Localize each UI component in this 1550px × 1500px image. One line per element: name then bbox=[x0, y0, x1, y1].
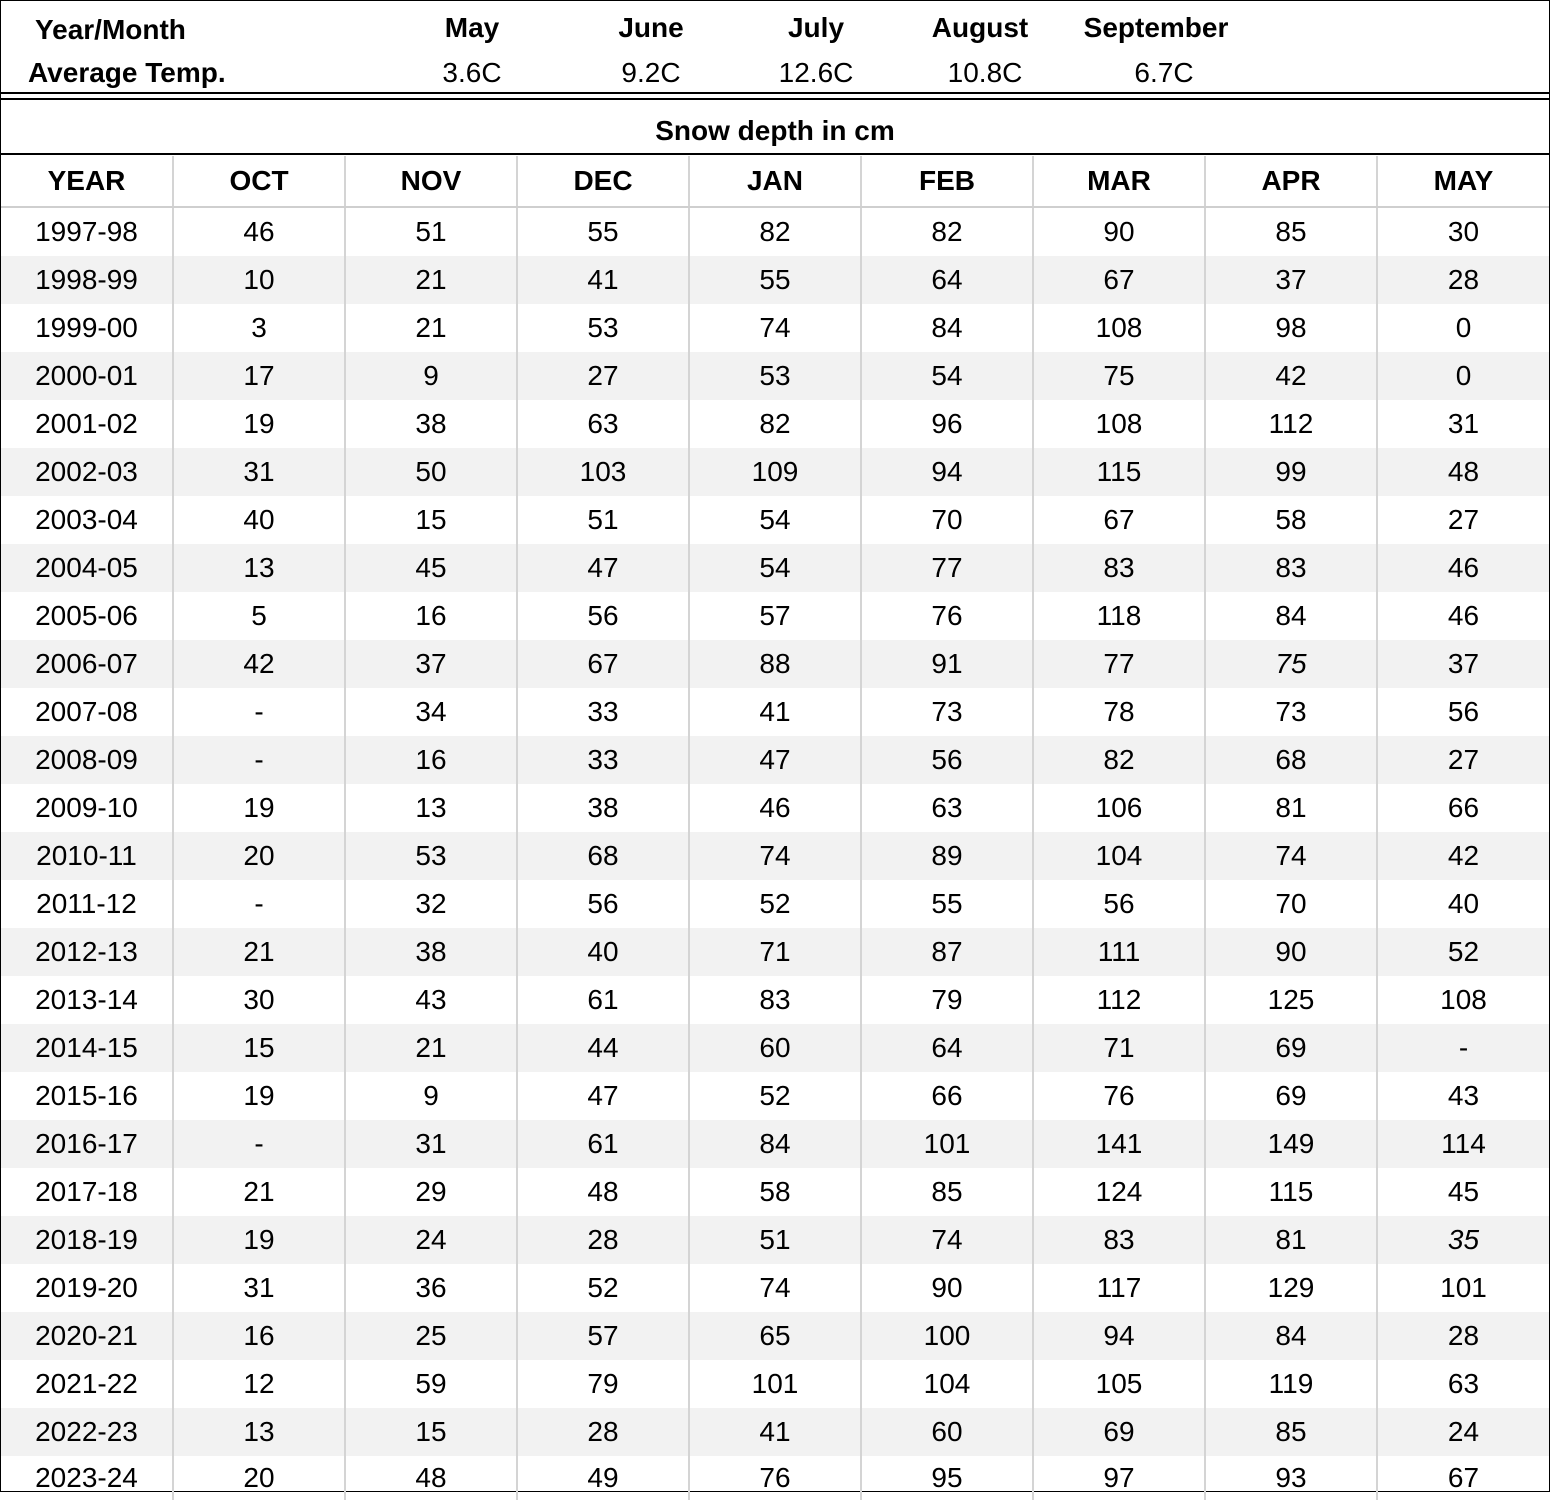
snow-depth-cell: 9 bbox=[345, 1072, 517, 1120]
snow-depth-cell: 90 bbox=[1033, 207, 1205, 256]
snow-depth-cell: 52 bbox=[517, 1264, 689, 1312]
snow-depth-cell: 79 bbox=[517, 1360, 689, 1408]
average-temp-label: Average Temp. bbox=[28, 57, 226, 88]
snow-depth-cell: 125 bbox=[1205, 976, 1377, 1024]
average-temperature-block bbox=[1, 1, 1549, 93]
snow-depth-cell: 111 bbox=[1033, 928, 1205, 976]
column-header-mar: MAR bbox=[1033, 156, 1205, 207]
season-cell: 1998-99 bbox=[1, 256, 173, 304]
snow-depth-cell: 115 bbox=[1205, 1168, 1377, 1216]
snow-depth-cell: - bbox=[1377, 1024, 1549, 1072]
temp-value-september: 6.7C bbox=[1134, 57, 1194, 88]
snow-depth-cell: 64 bbox=[861, 256, 1033, 304]
snow-depth-cell: 74 bbox=[689, 832, 861, 880]
snow-depth-cell: 58 bbox=[1205, 496, 1377, 544]
snow-depth-cell: 37 bbox=[1205, 256, 1377, 304]
snow-depth-cell: 70 bbox=[861, 496, 1033, 544]
snow-depth-cell: 16 bbox=[345, 736, 517, 784]
snow-depth-cell: 21 bbox=[345, 256, 517, 304]
snow-depth-cell: 5 bbox=[173, 592, 345, 640]
table-row bbox=[1, 1264, 1549, 1312]
snow-depth-cell: 149 bbox=[1205, 1120, 1377, 1168]
snow-depth-cell: 94 bbox=[1033, 1312, 1205, 1360]
snow-depth-cell: 85 bbox=[1205, 207, 1377, 256]
snow-depth-cell: 42 bbox=[1205, 352, 1377, 400]
snow-depth-cell: 94 bbox=[861, 448, 1033, 496]
snow-depth-cell: 90 bbox=[861, 1264, 1033, 1312]
snow-depth-cell: 16 bbox=[345, 592, 517, 640]
year-month-label: Year/Month bbox=[35, 14, 186, 45]
snow-depth-cell: 44 bbox=[517, 1024, 689, 1072]
snow-depth-cell: 41 bbox=[517, 256, 689, 304]
title-rule bbox=[1, 153, 1549, 155]
table-row bbox=[1, 256, 1549, 304]
table-row bbox=[1, 352, 1549, 400]
season-cell: 2010-11 bbox=[1, 832, 173, 880]
snow-depth-cell: 98 bbox=[1205, 304, 1377, 352]
snow-depth-cell: 75 bbox=[1033, 352, 1205, 400]
snow-depth-cell: 46 bbox=[1377, 592, 1549, 640]
snow-depth-cell: 99 bbox=[1205, 448, 1377, 496]
snow-depth-cell: 82 bbox=[1033, 736, 1205, 784]
snow-depth-cell: 53 bbox=[517, 304, 689, 352]
snow-depth-cell: 82 bbox=[861, 207, 1033, 256]
table-row bbox=[1, 1408, 1549, 1456]
snow-depth-cell: 52 bbox=[1377, 928, 1549, 976]
season-cell: 2004-05 bbox=[1, 544, 173, 592]
snow-depth-cell: 36 bbox=[345, 1264, 517, 1312]
snow-depth-cell: 21 bbox=[345, 1024, 517, 1072]
snow-depth-cell: 21 bbox=[173, 1168, 345, 1216]
season-cell: 2005-06 bbox=[35, 600, 138, 631]
snow-depth-cell: 70 bbox=[1205, 880, 1377, 928]
snow-depth-cell: 77 bbox=[861, 544, 1033, 592]
snow-depth-cell: 48 bbox=[1377, 448, 1549, 496]
snow-depth-cell: 100 bbox=[861, 1312, 1033, 1360]
temp-month-june: June bbox=[618, 12, 684, 43]
snow-depth-cell: 84 bbox=[1205, 592, 1377, 640]
snow-depth-cell: 42 bbox=[173, 640, 345, 688]
snow-depth-cell: 13 bbox=[173, 1408, 345, 1456]
snow-depth-cell: 13 bbox=[345, 784, 517, 832]
snow-depth-cell: 47 bbox=[517, 544, 689, 592]
column-header-apr: APR bbox=[1205, 156, 1377, 207]
snow-depth-cell: 95 bbox=[861, 1456, 1033, 1500]
snow-depth-cell: 77 bbox=[1033, 640, 1205, 688]
snow-depth-cell: 57 bbox=[689, 592, 861, 640]
snow-depth-cell: 76 bbox=[1033, 1072, 1205, 1120]
snow-depth-cell: 45 bbox=[345, 544, 517, 592]
snow-depth-cell: 90 bbox=[1205, 928, 1377, 976]
snow-depth-cell: 66 bbox=[861, 1072, 1033, 1120]
snow-depth-cell: 19 bbox=[173, 784, 345, 832]
snow-depth-cell: 45 bbox=[1377, 1168, 1549, 1216]
snow-depth-cell: 69 bbox=[1205, 1024, 1377, 1072]
snow-depth-cell: 52 bbox=[689, 880, 861, 928]
snow-depth-cell: 17 bbox=[173, 352, 345, 400]
snow-depth-cell: 51 bbox=[517, 496, 689, 544]
snow-depth-cell: 28 bbox=[1377, 1312, 1549, 1360]
snow-depth-cell: 55 bbox=[517, 207, 689, 256]
season-cell: 2001-02 bbox=[35, 408, 138, 439]
snow-depth-cell: 68 bbox=[517, 832, 689, 880]
snow-depth-cell: 103 bbox=[517, 448, 689, 496]
snow-depth-cell: - bbox=[173, 736, 345, 784]
snow-depth-cell: 37 bbox=[1377, 640, 1549, 688]
snow-depth-cell: 69 bbox=[1033, 1408, 1205, 1456]
season-cell: 2017-18 bbox=[35, 1176, 138, 1207]
snow-depth-cell: 56 bbox=[517, 592, 689, 640]
snow-depth-cell: 85 bbox=[861, 1168, 1033, 1216]
snow-depth-cell: 117 bbox=[1033, 1264, 1205, 1312]
snow-depth-cell: 40 bbox=[173, 496, 345, 544]
snow-depth-cell: 118 bbox=[1033, 592, 1205, 640]
snow-depth-cell: 47 bbox=[689, 736, 861, 784]
snow-depth-cell: 83 bbox=[1033, 1216, 1205, 1264]
table-row bbox=[1, 688, 1549, 736]
snow-depth-cell: 64 bbox=[861, 1024, 1033, 1072]
temp-month-may: May bbox=[444, 12, 500, 43]
snow-depth-cell: 48 bbox=[517, 1168, 689, 1216]
snow-depth-cell: 13 bbox=[173, 544, 345, 592]
snow-depth-cell: 60 bbox=[861, 1408, 1033, 1456]
snow-depth-cell: 43 bbox=[345, 976, 517, 1024]
snow-depth-cell: 41 bbox=[689, 1408, 861, 1456]
season-cell: 2016-17 bbox=[1, 1120, 173, 1168]
snow-depth-cell: 21 bbox=[345, 304, 517, 352]
snow-depth-cell: 74 bbox=[861, 1216, 1033, 1264]
snow-depth-cell: 63 bbox=[861, 784, 1033, 832]
snow-depth-cell: 63 bbox=[1377, 1360, 1549, 1408]
snow-depth-cell: 30 bbox=[173, 976, 345, 1024]
snow-depth-cell: 28 bbox=[517, 1408, 689, 1456]
column-header-jan: JAN bbox=[689, 156, 861, 207]
snow-depth-cell: 61 bbox=[517, 976, 689, 1024]
snow-depth-cell: 84 bbox=[689, 1120, 861, 1168]
table-row bbox=[1, 448, 1549, 496]
season-cell: 1997-98 bbox=[35, 216, 138, 247]
snow-depth-cell: 52 bbox=[689, 1072, 861, 1120]
snow-depth-cell: 68 bbox=[1205, 736, 1377, 784]
snow-depth-cell: 76 bbox=[861, 592, 1033, 640]
snow-depth-cell: 141 bbox=[1033, 1120, 1205, 1168]
table-row bbox=[1, 496, 1549, 544]
snow-depth-cell: 42 bbox=[1377, 832, 1549, 880]
snow-depth-cell: 58 bbox=[689, 1168, 861, 1216]
table-row bbox=[1, 400, 1549, 448]
snow-depth-cell: 65 bbox=[689, 1312, 861, 1360]
snow-depth-cell: 112 bbox=[1205, 400, 1377, 448]
snow-depth-cell: 83 bbox=[1205, 544, 1377, 592]
table-row bbox=[1, 1168, 1549, 1216]
snow-depth-cell: 85 bbox=[1205, 1408, 1377, 1456]
snow-depth-cell: 71 bbox=[1033, 1024, 1205, 1072]
snow-depth-cell: 81 bbox=[1205, 1216, 1377, 1264]
season-cell: 2012-13 bbox=[1, 928, 173, 976]
snow-depth-cell: 73 bbox=[1205, 688, 1377, 736]
snow-depth-cell: 57 bbox=[517, 1312, 689, 1360]
snow-depth-cell: 105 bbox=[1033, 1360, 1205, 1408]
snow-depth-cell: 9 bbox=[345, 352, 517, 400]
snow-depth-cell: 66 bbox=[1377, 784, 1549, 832]
snow-depth-cell: 55 bbox=[689, 256, 861, 304]
snow-depth-cell: 12 bbox=[173, 1360, 345, 1408]
snow-depth-cell: 108 bbox=[1033, 400, 1205, 448]
snow-depth-cell: 59 bbox=[345, 1360, 517, 1408]
column-header-year: YEAR bbox=[1, 156, 173, 207]
snow-depth-cell: 51 bbox=[689, 1216, 861, 1264]
snow-depth-cell: 83 bbox=[1033, 544, 1205, 592]
snow-depth-cell: 87 bbox=[861, 928, 1033, 976]
snow-depth-cell: 25 bbox=[345, 1312, 517, 1360]
snow-depth-cell: 38 bbox=[517, 784, 689, 832]
season-cell: 2014-15 bbox=[1, 1024, 173, 1072]
double-rule-bottom bbox=[1, 98, 1549, 100]
season-cell: 2015-16 bbox=[35, 1080, 138, 1111]
snow-depth-cell: 28 bbox=[1377, 256, 1549, 304]
snow-depth-cell: 82 bbox=[689, 207, 861, 256]
column-header-nov: NOV bbox=[345, 156, 517, 207]
snow-depth-cell: 49 bbox=[517, 1456, 689, 1500]
snow-depth-cell: 74 bbox=[689, 304, 861, 352]
snow-depth-cell: 41 bbox=[689, 688, 861, 736]
snow-depth-cell: 31 bbox=[173, 448, 345, 496]
snow-depth-cell: 109 bbox=[689, 448, 861, 496]
snow-depth-cell: 108 bbox=[1377, 976, 1549, 1024]
snow-depth-cell: 91 bbox=[861, 640, 1033, 688]
temp-month-september: September bbox=[1083, 12, 1229, 43]
snow-depth-table bbox=[1, 156, 1549, 1500]
snow-depth-cell: 82 bbox=[689, 400, 861, 448]
snow-depth-cell: 24 bbox=[1377, 1408, 1549, 1456]
column-header-feb: FEB bbox=[861, 156, 1033, 207]
table-row bbox=[1, 1312, 1549, 1360]
snow-depth-cell: 24 bbox=[345, 1216, 517, 1264]
snow-depth-cell: 28 bbox=[517, 1216, 689, 1264]
snow-depth-cell: 54 bbox=[689, 544, 861, 592]
temp-month-august: August bbox=[931, 12, 1029, 43]
snow-depth-cell: 56 bbox=[861, 736, 1033, 784]
snow-depth-cell: 101 bbox=[1377, 1264, 1549, 1312]
table-row bbox=[1, 592, 1549, 640]
snow-depth-cell: 55 bbox=[861, 880, 1033, 928]
snow-depth-cell: 21 bbox=[173, 928, 345, 976]
snow-depth-cell: 79 bbox=[861, 976, 1033, 1024]
double-rule-top bbox=[1, 92, 1549, 94]
snow-depth-cell: 67 bbox=[517, 640, 689, 688]
snow-depth-cell: - bbox=[173, 880, 345, 928]
season-cell: 2000-01 bbox=[1, 352, 173, 400]
snow-depth-cell: 63 bbox=[517, 400, 689, 448]
snow-depth-cell: 84 bbox=[861, 304, 1033, 352]
snow-depth-cell: 74 bbox=[689, 1264, 861, 1312]
table-row bbox=[1, 1216, 1549, 1264]
table-row bbox=[1, 928, 1549, 976]
snow-depth-cell: - bbox=[173, 1120, 345, 1168]
snow-depth-cell: 27 bbox=[1377, 496, 1549, 544]
snow-depth-cell: 10 bbox=[173, 256, 345, 304]
column-header-may: MAY bbox=[1377, 156, 1549, 207]
snow-depth-cell: 53 bbox=[345, 832, 517, 880]
season-cell: 2006-07 bbox=[1, 640, 173, 688]
snow-depth-cell: 78 bbox=[1033, 688, 1205, 736]
snow-depth-cell: 97 bbox=[1033, 1456, 1205, 1500]
snow-depth-cell: 30 bbox=[1377, 207, 1549, 256]
season-cell: 2020-21 bbox=[1, 1312, 173, 1360]
snow-depth-cell: 56 bbox=[1377, 688, 1549, 736]
snow-depth-cell: 60 bbox=[689, 1024, 861, 1072]
snow-depth-cell: 108 bbox=[1033, 304, 1205, 352]
season-cell: 2008-09 bbox=[1, 736, 173, 784]
snow-depth-cell: 20 bbox=[173, 832, 345, 880]
snow-depth-cell: 101 bbox=[689, 1360, 861, 1408]
season-cell: 2011-12 bbox=[36, 888, 137, 919]
season-cell: 2021-22 bbox=[35, 1368, 138, 1399]
snow-depth-cell: 88 bbox=[689, 640, 861, 688]
season-cell: 2002-03 bbox=[1, 448, 173, 496]
snow-depth-cell: 53 bbox=[689, 352, 861, 400]
snow-depth-cell: 29 bbox=[345, 1168, 517, 1216]
snow-depth-cell: 56 bbox=[1033, 880, 1205, 928]
season-cell: 2013-14 bbox=[35, 984, 138, 1015]
snow-depth-cell: 31 bbox=[173, 1264, 345, 1312]
table-row bbox=[1, 736, 1549, 784]
snow-depth-cell: 115 bbox=[1033, 448, 1205, 496]
snow-depth-cell: 38 bbox=[345, 928, 517, 976]
snow-depth-cell: 89 bbox=[861, 832, 1033, 880]
table-row bbox=[1, 880, 1549, 928]
snow-depth-cell: 93 bbox=[1205, 1456, 1377, 1500]
snow-depth-cell: 40 bbox=[517, 928, 689, 976]
snow-depth-cell: 33 bbox=[517, 688, 689, 736]
snow-depth-cell: 33 bbox=[517, 736, 689, 784]
snow-depth-cell: 56 bbox=[517, 880, 689, 928]
table-header-row bbox=[1, 156, 1549, 207]
snow-depth-cell: 124 bbox=[1033, 1168, 1205, 1216]
column-header-dec: DEC bbox=[517, 156, 689, 207]
snow-depth-cell: 0 bbox=[1377, 352, 1549, 400]
table-row bbox=[1, 544, 1549, 592]
snow-depth-cell: 40 bbox=[1377, 880, 1549, 928]
snow-depth-cell: 15 bbox=[345, 1408, 517, 1456]
snow-depth-cell: 38 bbox=[345, 400, 517, 448]
snow-depth-cell: - bbox=[173, 688, 345, 736]
snow-depth-cell: 114 bbox=[1377, 1120, 1549, 1168]
snow-depth-cell: 46 bbox=[689, 784, 861, 832]
snow-depth-cell: 54 bbox=[689, 496, 861, 544]
snow-depth-cell: 74 bbox=[1205, 832, 1377, 880]
snow-depth-cell: 73 bbox=[861, 688, 1033, 736]
snow-depth-cell: 46 bbox=[173, 207, 345, 256]
snow-depth-cell: 119 bbox=[1205, 1360, 1377, 1408]
snow-depth-cell: 81 bbox=[1205, 784, 1377, 832]
snow-depth-cell: 27 bbox=[517, 352, 689, 400]
snow-depth-cell: 75 bbox=[1205, 640, 1377, 688]
snow-depth-cell: 61 bbox=[517, 1120, 689, 1168]
table-row bbox=[1, 976, 1549, 1024]
snow-depth-cell: 50 bbox=[345, 448, 517, 496]
snow-depth-cell: 15 bbox=[345, 496, 517, 544]
temp-value-may: 3.6C bbox=[442, 57, 502, 88]
season-cell: 2018-19 bbox=[1, 1216, 173, 1264]
snow-depth-cell: 47 bbox=[517, 1072, 689, 1120]
temp-value-august: 10.8C bbox=[947, 57, 1023, 88]
table-row bbox=[1, 1120, 1549, 1168]
table-row bbox=[1, 1456, 1549, 1500]
snow-depth-cell: 31 bbox=[1377, 400, 1549, 448]
snow-depth-cell: 67 bbox=[1377, 1456, 1549, 1500]
snow-depth-cell: 27 bbox=[1377, 736, 1549, 784]
table-row bbox=[1, 207, 1549, 256]
table-row bbox=[1, 784, 1549, 832]
snow-depth-cell: 112 bbox=[1033, 976, 1205, 1024]
snow-depth-cell: 20 bbox=[173, 1456, 345, 1500]
snow-depth-cell: 3 bbox=[173, 304, 345, 352]
snow-depth-cell: 37 bbox=[345, 640, 517, 688]
table-row bbox=[1, 1024, 1549, 1072]
snow-depth-cell: 76 bbox=[689, 1456, 861, 1500]
snow-depth-cell: 67 bbox=[1033, 256, 1205, 304]
season-cell: 2019-20 bbox=[35, 1272, 138, 1303]
snow-depth-cell: 19 bbox=[173, 400, 345, 448]
snow-depth-cell: 96 bbox=[861, 400, 1033, 448]
snow-depth-cell: 32 bbox=[345, 880, 517, 928]
table-row bbox=[1, 640, 1549, 688]
snow-depth-cell: 71 bbox=[689, 928, 861, 976]
snow-depth-cell: 54 bbox=[861, 352, 1033, 400]
snow-depth-cell: 51 bbox=[345, 207, 517, 256]
table-row bbox=[1, 1072, 1549, 1120]
snow-depth-title: Snow depth in cm bbox=[655, 115, 895, 146]
snow-depth-cell: 67 bbox=[1033, 496, 1205, 544]
season-cell: 1999-00 bbox=[35, 312, 138, 343]
snow-depth-cell: 69 bbox=[1205, 1072, 1377, 1120]
snow-depth-cell: 106 bbox=[1033, 784, 1205, 832]
snow-depth-cell: 34 bbox=[345, 688, 517, 736]
table-body bbox=[1, 207, 1549, 1500]
snow-depth-cell: 104 bbox=[861, 1360, 1033, 1408]
snow-depth-cell: 0 bbox=[1377, 304, 1549, 352]
snow-depth-cell: 46 bbox=[1377, 544, 1549, 592]
snow-depth-cell: 101 bbox=[861, 1120, 1033, 1168]
table-row bbox=[1, 832, 1549, 880]
snow-depth-cell: 35 bbox=[1377, 1216, 1549, 1264]
snow-depth-cell: 31 bbox=[345, 1120, 517, 1168]
snow-depth-cell: 43 bbox=[1377, 1072, 1549, 1120]
snow-depth-cell: 19 bbox=[173, 1072, 345, 1120]
season-cell: 2003-04 bbox=[35, 504, 138, 535]
table-row bbox=[1, 1360, 1549, 1408]
temp-value-july: 12.6C bbox=[778, 57, 854, 88]
snow-depth-cell: 129 bbox=[1205, 1264, 1377, 1312]
column-header-oct: OCT bbox=[173, 156, 345, 207]
temp-value-june: 9.2C bbox=[621, 57, 681, 88]
snow-depth-cell: 104 bbox=[1033, 832, 1205, 880]
season-cell: 2023-24 bbox=[35, 1462, 138, 1493]
temp-month-july: July bbox=[787, 12, 845, 43]
snow-depth-cell: 19 bbox=[173, 1216, 345, 1264]
snow-depth-cell: 16 bbox=[173, 1312, 345, 1360]
snow-depth-cell: 15 bbox=[173, 1024, 345, 1072]
season-cell: 2022-23 bbox=[1, 1408, 173, 1456]
season-cell: 2007-08 bbox=[35, 696, 138, 727]
table-row bbox=[1, 304, 1549, 352]
snow-depth-cell: 84 bbox=[1205, 1312, 1377, 1360]
season-cell: 2009-10 bbox=[35, 792, 138, 823]
snow-depth-cell: 83 bbox=[689, 976, 861, 1024]
snow-depth-cell: 48 bbox=[345, 1456, 517, 1500]
